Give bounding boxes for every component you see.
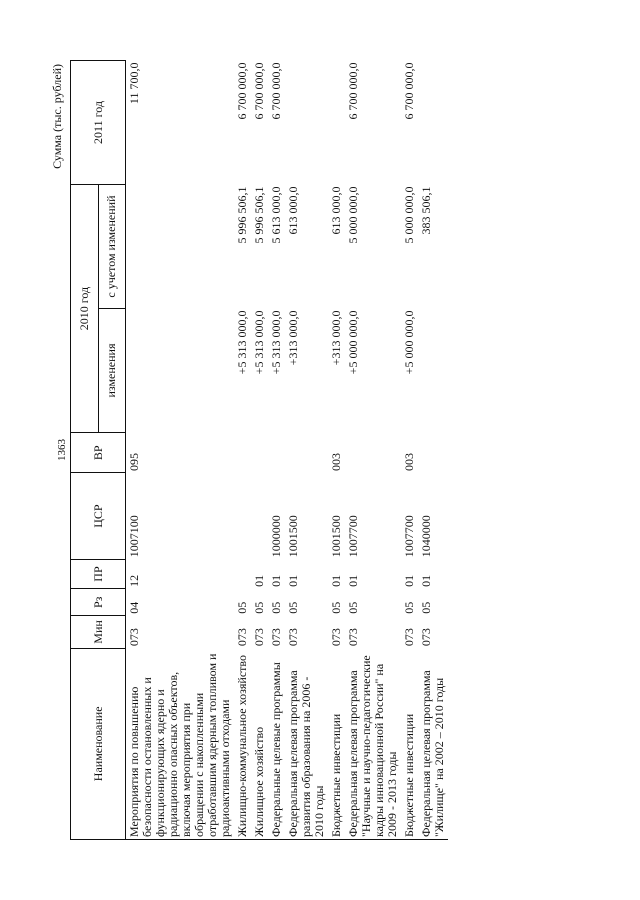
row-2011: 6 700 000,0 — [402, 62, 416, 120]
units-label: Сумма (тыс. рублей) — [50, 64, 64, 169]
table-row — [268, 61, 285, 840]
budget-table — [70, 60, 448, 840]
row-2011 — [285, 61, 328, 185]
row-with-changes: 5 000 000,0 — [346, 186, 360, 244]
row-2011: 6 700 000,0 — [252, 62, 266, 120]
row-2011 — [328, 61, 345, 185]
header-csr: ЦСР — [71, 473, 126, 559]
row-2011: 6 700 000,0 — [235, 62, 249, 120]
row-pr — [234, 559, 251, 589]
header-min: Мин — [71, 616, 126, 648]
row-csr: 1007700 — [346, 515, 360, 558]
row-csr — [234, 473, 251, 559]
row-pr: 01 — [402, 574, 416, 587]
row-name: Федеральные целевые программы — [268, 648, 285, 839]
row-changes: +313 000,0 — [329, 310, 343, 366]
row-csr: 1001500 — [286, 515, 300, 558]
row-with-changes: 5 996 506,1 — [252, 186, 266, 244]
row-vr — [268, 433, 285, 473]
row-changes: +313 000,0 — [286, 310, 300, 366]
header-rz: Рз — [71, 589, 126, 616]
row-min: 073 — [286, 628, 300, 647]
row-min: 073 — [346, 628, 360, 647]
header-name: Наименование — [71, 648, 126, 839]
table-row — [285, 61, 328, 840]
row-min: 073 — [252, 628, 266, 647]
row-with-changes: 5 613 000,0 — [269, 186, 283, 244]
row-vr — [345, 433, 401, 473]
header-pr: ПР — [71, 559, 126, 589]
row-with-changes: 613 000,0 — [329, 186, 343, 235]
row-csr: 1007700 — [402, 515, 416, 558]
row-vr: 003 — [329, 452, 343, 471]
row-pr: 01 — [346, 574, 360, 587]
table-row — [401, 61, 418, 840]
table-row — [251, 61, 268, 840]
row-pr: 01 — [269, 574, 283, 587]
row-name: Федеральная целевая программа развития образования на 2006 - 2010 годы — [285, 648, 328, 839]
row-with-changes: 5 996 506,1 — [235, 186, 249, 244]
row-csr — [251, 473, 268, 559]
row-rz: 05 — [252, 601, 266, 614]
row-name: Жилищное хозяйство — [251, 648, 268, 839]
row-min: 073 — [235, 628, 249, 647]
row-pr: 01 — [286, 574, 300, 587]
header-year-2011: 2011 год — [71, 61, 126, 185]
row-with-changes: 613 000,0 — [286, 186, 300, 235]
row-rz: 05 — [329, 601, 343, 614]
row-csr: 1000000 — [269, 515, 283, 558]
header-with-changes: с учетом изменений — [98, 185, 126, 309]
row-changes: +5 000 000,0 — [402, 310, 416, 375]
row-vr — [251, 433, 268, 473]
table-row — [126, 61, 235, 840]
row-pr: 12 — [127, 574, 141, 587]
header-year-2010: 2010 год — [71, 185, 99, 433]
row-name: Жилищно-коммунальное хозяйство — [234, 648, 251, 839]
row-rz: 05 — [402, 601, 416, 614]
row-min: 073 — [419, 628, 433, 647]
table-row — [234, 61, 251, 840]
row-min: 073 — [269, 628, 283, 647]
row-changes — [418, 309, 448, 433]
row-changes: +5 000 000,0 — [346, 310, 360, 375]
row-pr: 01 — [329, 574, 343, 587]
page-number: 1363 — [56, 439, 68, 461]
row-with-changes: 383 506,1 — [419, 186, 433, 235]
row-csr: 1001500 — [329, 515, 343, 558]
row-2011: 6 700 000,0 — [346, 62, 360, 120]
row-2011: 11 700,0 — [127, 62, 141, 105]
row-name: Бюджетные инвестиции — [328, 648, 345, 839]
row-min: 073 — [127, 628, 141, 647]
row-vr: 003 — [402, 452, 416, 471]
row-vr — [285, 433, 328, 473]
row-rz: 05 — [286, 601, 300, 614]
header-changes: изменения — [98, 309, 126, 433]
row-rz: 04 — [127, 601, 141, 614]
row-vr: 095 — [127, 452, 141, 471]
row-name: Бюджетные инвестиции — [401, 648, 418, 839]
row-2011 — [418, 61, 448, 185]
row-min: 073 — [402, 628, 416, 647]
row-changes — [126, 309, 235, 433]
row-changes: +5 313 000,0 — [252, 310, 266, 375]
table-row — [418, 61, 448, 840]
row-name: Мероприятия по повышению безопасности остановленных и функционирующих ядерно и радиационно опасных объектов, включая мероприятия при обращении с накопленными отработавшим ядерным топливом и радиоактивными отходами — [126, 648, 235, 839]
row-vr — [418, 433, 448, 473]
row-with-changes — [126, 185, 235, 309]
row-rz: 05 — [419, 601, 433, 614]
row-with-changes: 5 000 000,0 — [402, 186, 416, 244]
row-csr: 1007100 — [127, 515, 141, 558]
row-changes: +5 313 000,0 — [269, 310, 283, 375]
row-vr — [234, 433, 251, 473]
row-changes: +5 313 000,0 — [235, 310, 249, 375]
row-pr: 01 — [252, 574, 266, 587]
row-rz: 05 — [235, 601, 249, 614]
row-pr: 01 — [419, 574, 433, 587]
rotated-content — [50, 60, 570, 840]
row-min: 073 — [329, 628, 343, 647]
row-2011: 6 700 000,0 — [269, 62, 283, 120]
table-row — [328, 61, 345, 840]
row-rz: 05 — [346, 601, 360, 614]
header-vr: ВР — [71, 433, 126, 473]
table-row — [345, 61, 401, 840]
row-name: Федеральная целевая программа "Жилище" на 2002 – 2010 годы — [418, 648, 448, 839]
row-name: Федеральная целевая программа "Научные и научно-педагогические кадры инновационной России" на 2009 - 2013 годы — [345, 648, 401, 839]
row-rz: 05 — [269, 601, 283, 614]
row-csr: 1040000 — [419, 515, 433, 558]
